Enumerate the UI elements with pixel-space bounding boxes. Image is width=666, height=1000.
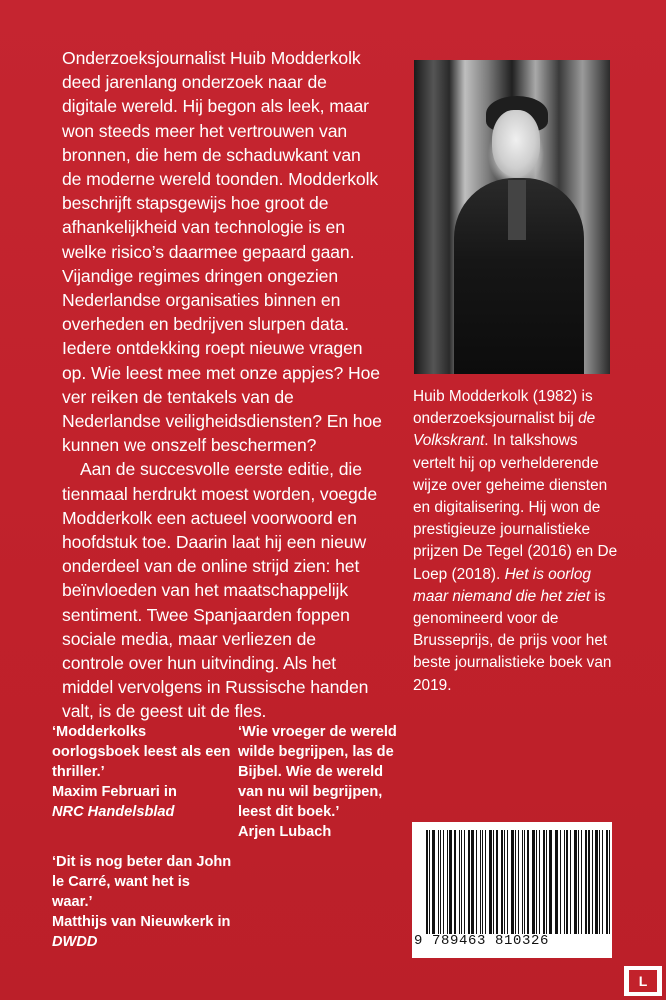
review-quote-1 [52, 722, 232, 822]
barcode-bar [599, 830, 600, 934]
barcode-bar [471, 830, 474, 934]
quote-source: Maxim Februari in NRC Handelsblad [52, 784, 177, 820]
barcode-bar [546, 830, 547, 934]
barcode-bar [476, 830, 477, 934]
barcode-bar [524, 830, 525, 934]
barcode-bar [536, 830, 537, 934]
barcode-bar [588, 830, 590, 934]
blurb-text [62, 46, 382, 724]
barcode-bar [459, 830, 460, 934]
barcode-bar [555, 830, 556, 934]
barcode-bar [522, 830, 523, 934]
barcode-bar [515, 830, 516, 934]
barcode-bar [443, 830, 445, 934]
review-quote-2 [238, 722, 398, 842]
quote-source: Matthijs van Nieuwkerk in DWDD [52, 914, 231, 950]
quote-text: ‘Dit is nog beter dan John le Carré, want het is waar.’ [52, 854, 232, 910]
barcode-bars [426, 830, 612, 934]
barcode-bar [496, 830, 498, 934]
barcode-bar [578, 830, 579, 934]
barcode-bar [532, 830, 535, 934]
barcode-bar [489, 830, 492, 934]
author-shirt [508, 180, 526, 240]
barcode-bar [468, 830, 470, 934]
barcode-bar [432, 830, 435, 934]
barcode-bar [461, 830, 462, 934]
barcode-bar [501, 830, 503, 934]
bio-newspaper: de Volkskrant [413, 410, 596, 450]
author-face [492, 110, 540, 176]
barcode-bar [595, 830, 598, 934]
barcode-bar [564, 830, 565, 934]
barcode-bar [447, 830, 448, 934]
isbn-number: 9 789463 810326 [414, 933, 550, 949]
barcode-bar [438, 830, 439, 934]
barcode-bar [592, 830, 593, 934]
barcode-bar [543, 830, 545, 934]
barcode-bar [581, 830, 582, 934]
barcode-bar [507, 830, 508, 934]
barcode-bar [426, 830, 428, 934]
isbn-barcode [412, 822, 612, 958]
barcode-bar [440, 830, 441, 934]
barcode-bar [449, 830, 452, 934]
barcode-bar [556, 830, 558, 934]
barcode-bar [539, 830, 540, 934]
barcode-bar [570, 830, 571, 934]
quote-text: ‘Wie vroeger de wereld wilde begrijpen, las de Bijbel. Wie de wereld van nu wil begrijpen, leest dit boek.’ [238, 724, 397, 820]
author-photo [414, 60, 610, 374]
barcode-bar [585, 830, 587, 934]
bio-part-2: . In talkshows vertelt hij op verhelderende wijze over geheime diensten en digitalisering. Hij won de prestigieuze journalistieke prijzen De Tegel (2016) en De Loep (2018). [413, 432, 618, 583]
barcode-bar [454, 830, 456, 934]
barcode-bar [602, 830, 603, 934]
bio-part-1: Huib Modderkolk (1982) is onderzoeksjournalist bij [413, 388, 593, 428]
quote-text: ‘Modderkolks oorlogsboek leest als een thriller.’ [52, 724, 231, 780]
barcode-bar [527, 830, 529, 934]
publisher-logo [624, 966, 662, 996]
blurb-paragraph-1: Onderzoeksjournalist Huib Modderkolk deed jarenlang onderzoek naar de digitale wereld. Hij begon als leek, maar won steeds meer het vertrouwen van bronnen, die hem de schaduwkant van de moderne wereld toonden. Modderkolk beschrijft stapsgewijs hoe groot de afhankelijkheid van technologie is en welke risico’s daarmee gepaard gaan. Vijandige regimes dringen ongezien Nederlandse organisaties binnen en overheden en bedrijven slurpen data. Iedere ontdekking roept nieuwe vragen op. Wie leest mee met onze appjes? Hoe ver reiken de tentakels van de Nederlandse veiligheidsdiensten? En hoe kunnen we onszelf beschermen? [62, 48, 382, 456]
barcode-bar [606, 830, 608, 934]
barcode-bar [511, 830, 514, 934]
bio-book-title: Het is oorlog maar niemand die het ziet [413, 565, 591, 605]
barcode-bar [549, 830, 552, 934]
barcode-bar [464, 830, 465, 934]
barcode-bar [566, 830, 568, 934]
review-quote-3 [52, 852, 232, 952]
barcode-bar [560, 830, 561, 934]
barcode-bar [504, 830, 505, 934]
barcode-bar [574, 830, 577, 934]
quote-source: Arjen Lubach [238, 824, 332, 840]
barcode-bar [485, 830, 486, 934]
barcode-bar [480, 830, 482, 934]
barcode-bar [429, 830, 430, 934]
logo-letter: L [629, 970, 657, 992]
barcode-bar [518, 830, 520, 934]
blurb-paragraph-2: Aan de succesvolle eerste editie, die tienmaal herdrukt moest worden, voegde Modderkolk een actueel voorwoord en hoofdstuk toe. Daarin laat hij een nieuw onderdeel van de online strijd zien: het beïnvloeden van het maatschappelijk sentiment. Twee Spanjaarden foppen sociale media, maar verliezen de controle over hun uitvinding. Als het middel vervolgens in Russische handen valt, is de geest uit de fles. [62, 459, 378, 722]
barcode-bar [609, 830, 610, 934]
author-bio [413, 386, 623, 697]
bio-part-3: is genomineerd voor de Brusseprijs, de prijs voor het beste journalistieke boek van 2019. [413, 587, 612, 694]
barcode-bar [493, 830, 494, 934]
barcode-bar [482, 830, 483, 934]
